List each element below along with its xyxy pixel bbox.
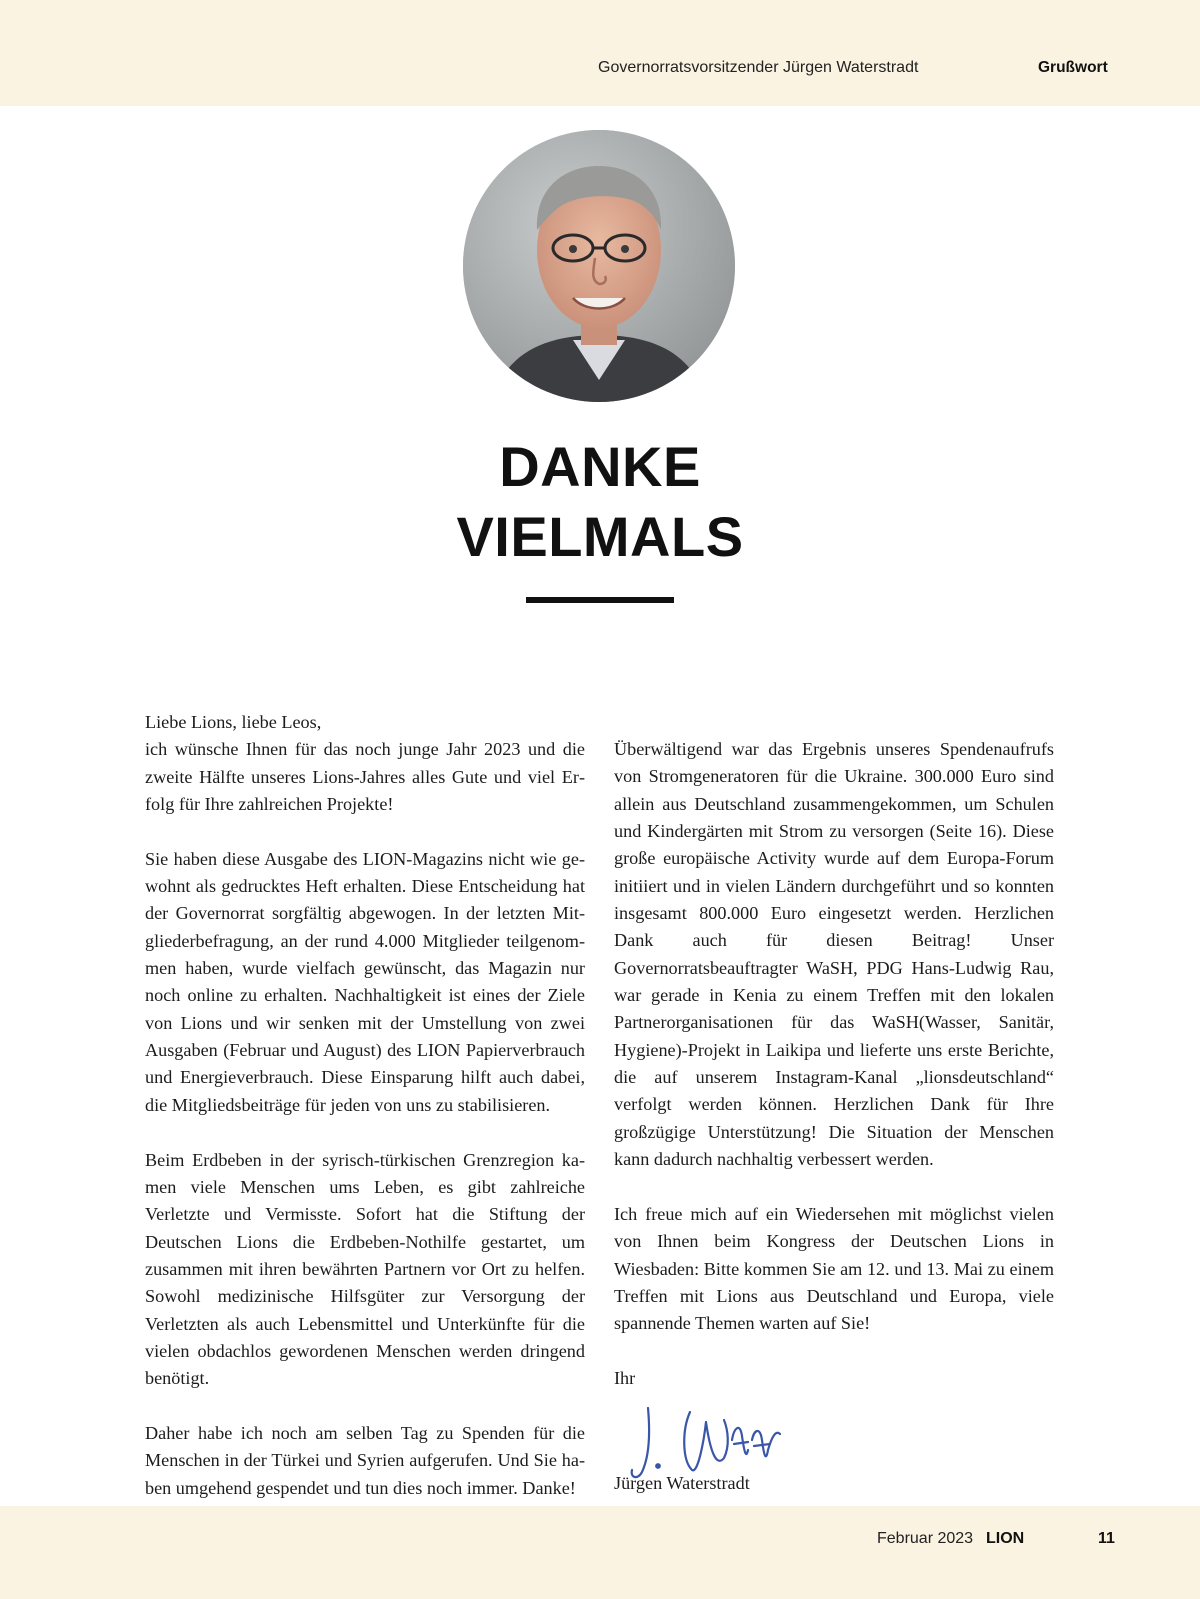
letter-paragraph: ich wünsche Ihnen für das noch junge Jahr 2023 und die zweite Hälfte unseres Lions-Jahres alles Gute und viel Erfolg für Ihre zahlreichen Projekte! — [145, 739, 585, 815]
headline-divider — [526, 597, 674, 603]
letter-column-left — [145, 709, 585, 1529]
header-author-line: Governorratsvorsitzender Jürgen Waterstradt — [598, 59, 919, 76]
headline-line-1: DANKE — [499, 435, 701, 498]
letter-paragraph: Daher habe ich noch am selben Tag zu Spenden für die Menschen in der Türkei und Syrien aufgerufen. Und Sie haben umgehend gespendet und tun dies noch immer. Danke! — [145, 1422, 585, 1498]
footer-magazine-name: LION — [986, 1530, 1025, 1547]
letter-paragraph: Beim Erdbeben in der syrisch-türkischen Grenzregion kamen viele Menschen ums Leben, es gibt zahlreiche Verletzte und Vermisste. Sofort hat die Stiftung der Deutschen Lions die Erdbeben-Nothilfe gestartet, um zusammen mit ihren bewährten Partnern vor Ort zu helfen. Sowohl medizinische Hilfsgüter zur Versorgung der Verletzten als auch Lebensmittel und Unterkünfte für die vielen obdachlos gewordenen Menschen werden dringend benötigt. — [145, 1149, 585, 1389]
letter-greeting: Liebe Lions, liebe Leos, — [145, 712, 322, 732]
signature-name: Jürgen Waterstradt — [614, 1472, 750, 1493]
footer-issue-date: Februar 2023 — [877, 1530, 974, 1547]
page-header-band — [0, 0, 1200, 106]
headline-line-2: VIELMALS — [456, 505, 744, 568]
author-portrait — [463, 130, 735, 402]
letter-paragraph: Sie haben diese Ausgabe des LION-Magazins nicht wie gewohnt als gedrucktes Heft erhalten. Diese Entscheidung hat der Governorrat sorgfältig abgewogen. In der letzten Mitgliederbefragung, an der rund 4.000 Mitglieder teilgenommen haben, wurde vielfach gewünscht, das Magazin nur noch online zu erhalten. Nachhaltigkeit ist eines der Ziele von Lions und wir senken mit der Umstellung von zwei Ausgaben (Februar und August) des LION Papierverbrauch und Energieverbrauch. Diese Einsparung hilft auch dabei, die Mitgliedsbeiträge für jeden von uns zu stabilisieren. — [145, 848, 585, 1115]
page-footer-band — [0, 1506, 1200, 1599]
letter-closing: Ihr — [614, 1367, 636, 1388]
headline — [300, 432, 900, 572]
letter-paragraph: Überwältigend war das Ergebnis unseres Spendenaufrufs von Stromgeneratoren für die Ukraine. 300.000 Euro sind allein aus Deutschland zusammengekommen, um Schulen und Kindergärten mit Strom zu versorgen (Seite 16). Diese große europäische Activity wurde auf dem Europa-Forum initiiert und in vielen Ländern durchgeführt und so konnten insgesamt 800.000 Euro eingesetzt werden. Herzlichen Dank auch für diesen Beitrag! Unser Governorratsbeauftragter WaSH, PDG Hans-Ludwig Rau, war gerade in Kenia zu einem Treffen mit den lokalen Partnerorganisationen für das WaSH(Wasser, Sanitär, Hygiene)-Projekt in Laikipa und lieferte uns erste Berichte, die auf unserem Instagram-Kanal „lionsdeutschland“ verfolgt werden können. Herzlichen Dank für Ihre großzügige Unterstützung! Die Situation der Menschen kann dadurch nachhaltig verbessert werden. — [614, 739, 1054, 1170]
header-section-label: Grußwort — [1038, 59, 1108, 76]
letter-column-right — [614, 736, 1054, 1579]
letter-paragraph: Ich freue mich auf ein Wiedersehen mit möglichst vielen von Ihnen beim Kongress der Deutschen Lions in Wiesbaden: Bitte kommen Sie am 12. und 13. Mai zu einem Treffen mit Lions aus Deutschland und Europa, viele spannende Themen warten auf Sie! — [614, 1203, 1054, 1334]
page-number: 11 — [1098, 1530, 1115, 1547]
